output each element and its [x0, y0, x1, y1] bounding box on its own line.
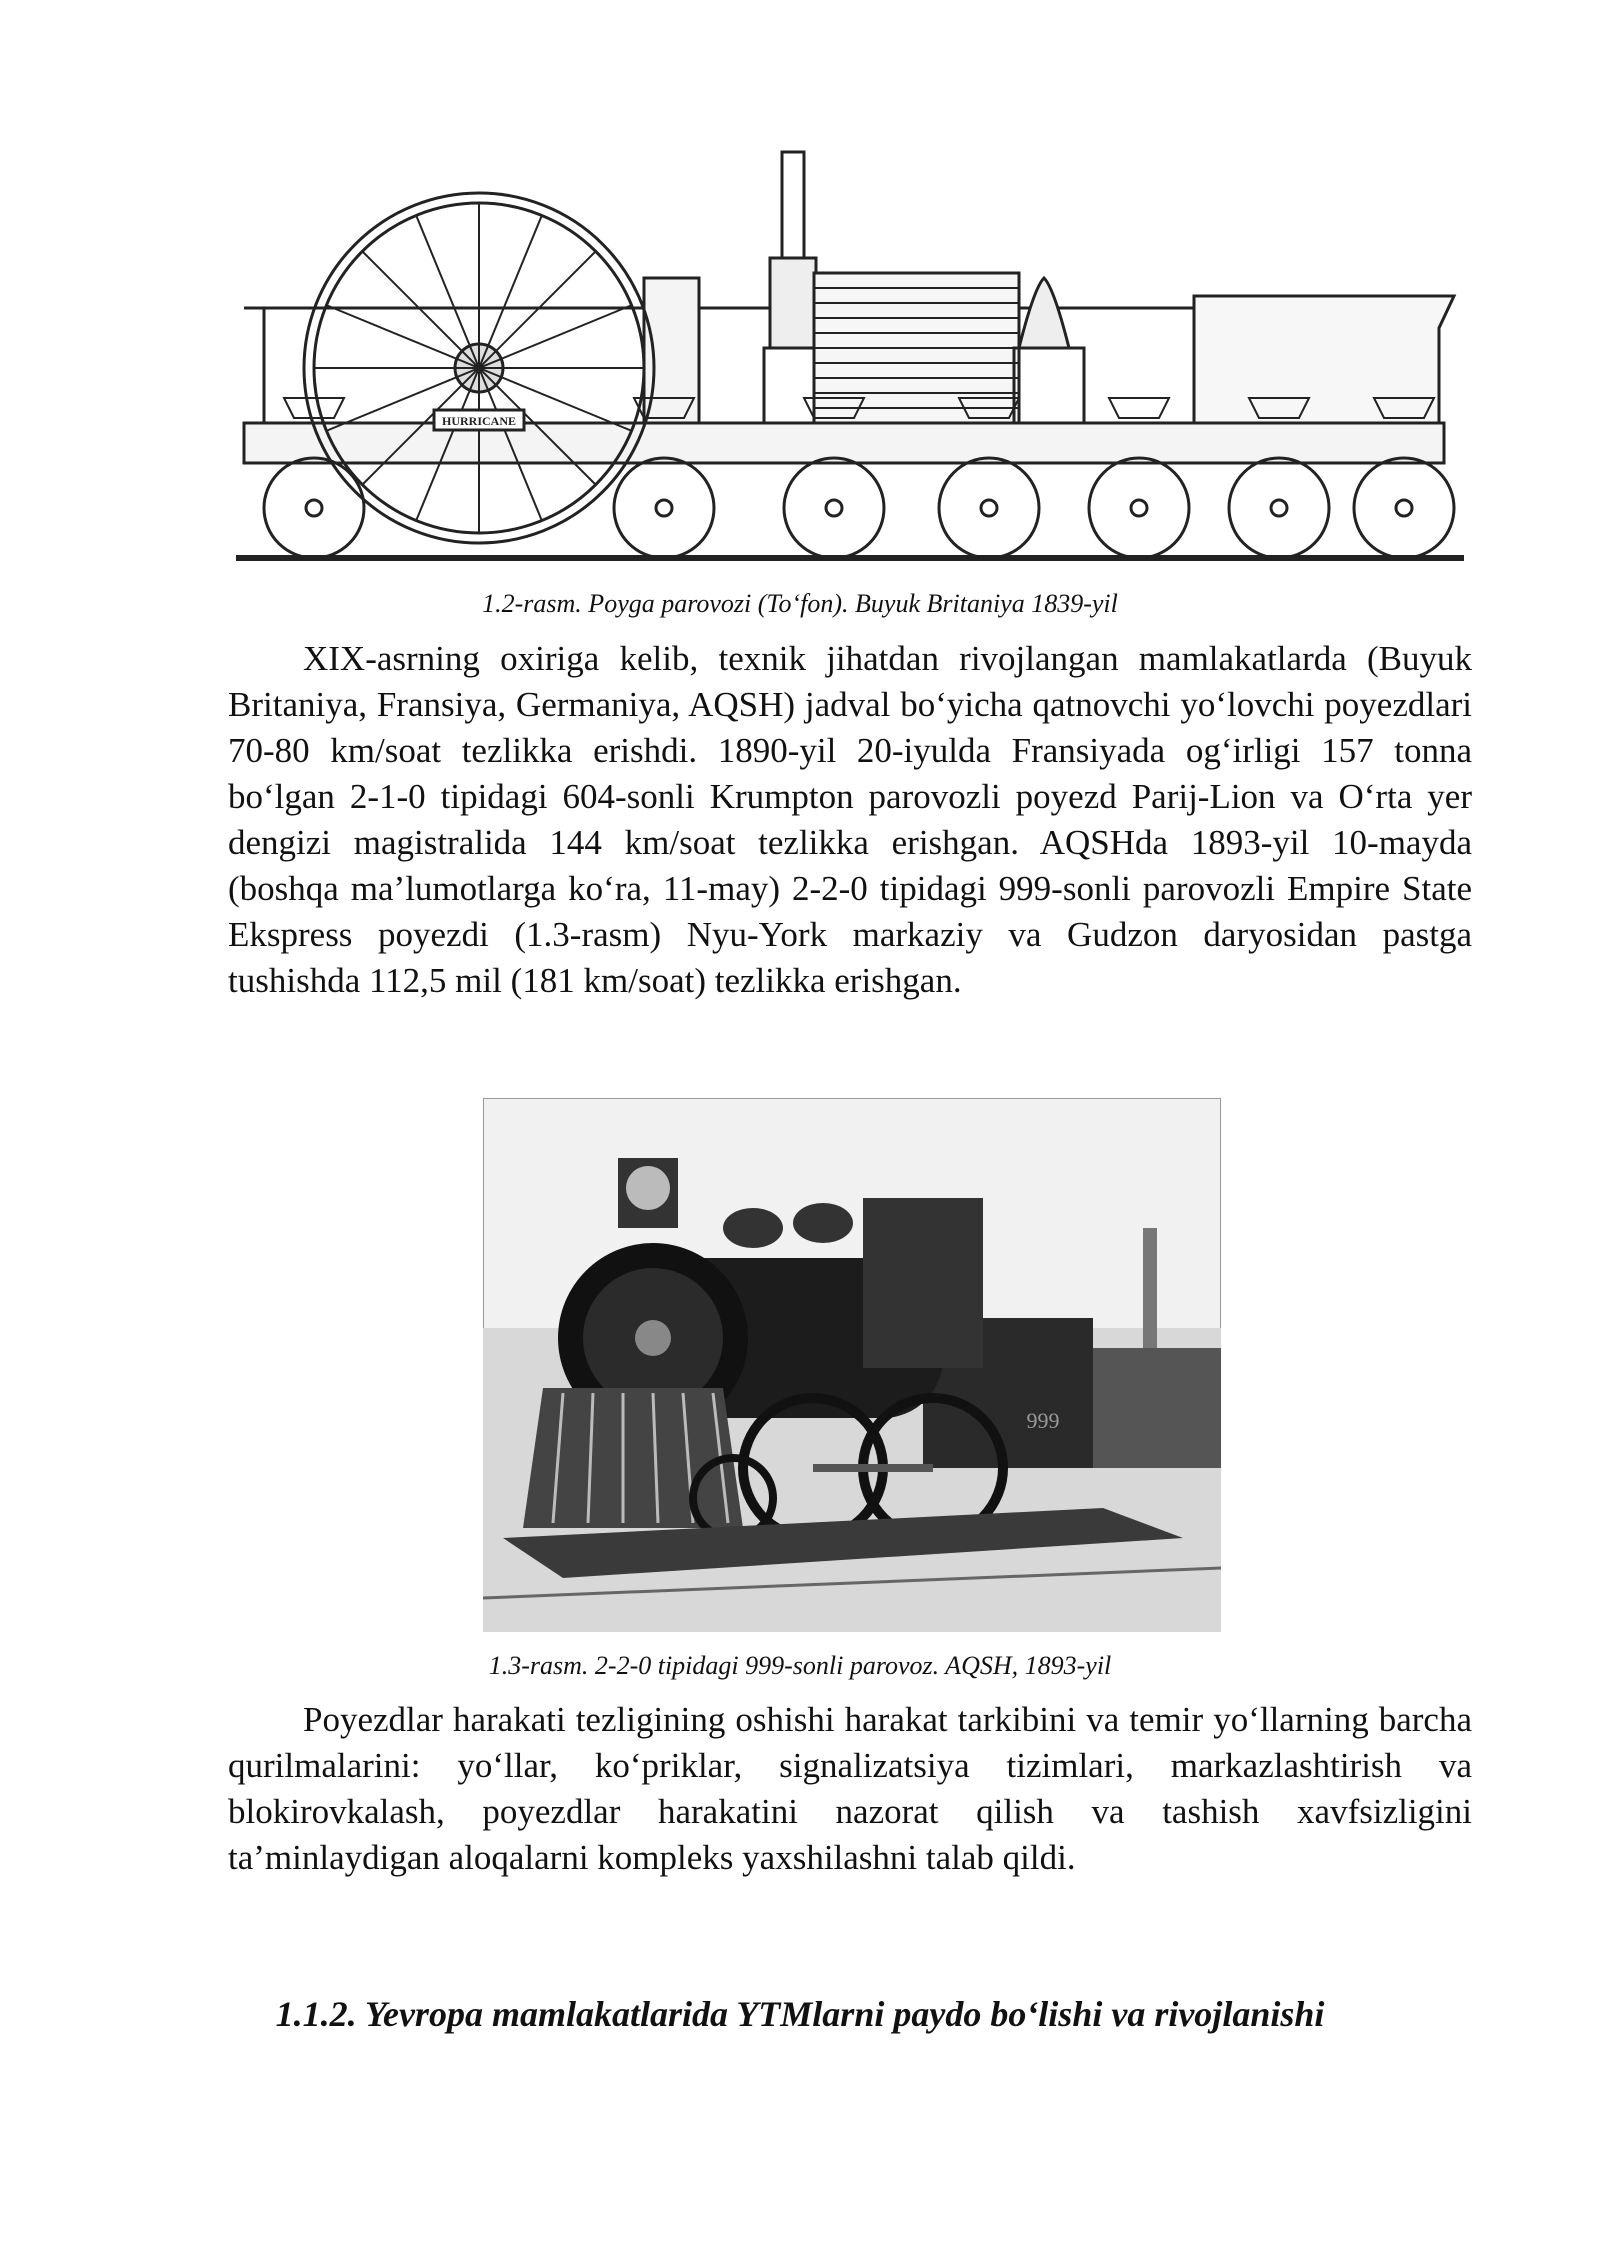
section-heading: 1.1.2. Yevropa mamlakatlarida YTMlarni paydo bo‘lishi va rivojlanishi — [275, 1994, 1325, 2034]
paragraph-2 — [228, 1697, 1472, 1881]
figure-2-caption: 1.3-rasm. 2-2-0 tipidagi 999-sonli parovoz. AQSH, 1893-yil — [488, 1651, 1112, 1680]
locomotive-1839-drawing — [234, 148, 1466, 572]
nameplate-text: HURRICANE — [441, 414, 517, 428]
figure-1-caption: 1.2-rasm. Poyga parovozi (To‘fon). Buyuk Britaniya 1839-yil — [482, 589, 1118, 618]
paragraph-2-text: Poyezdlar harakati tezligining oshishi harakat tarkibini va temir yo‘llarning barcha qurilmalarini: yo‘llar, ko‘priklar, signalizatsiya tizimlari, markazlashtirish va blokirovkalash, poyezdlar harakatini nazorat qilish va tashish xavfsizligini ta’minlaydigan aloqalarni kompleks yaxshilashni talab qildi. — [228, 1700, 1472, 1877]
locomotive-999-photo — [483, 1098, 1221, 1632]
paragraph-1-text: XIX-asrning oxiriga kelib, texnik jihatdan rivojlangan mamlakatlarda (Buyuk Britaniya, Fransiya, Germaniya, AQSH) jadval bo‘yicha qatnovchi yo‘lovchi poyezdlari 70-80 km/soat tezlikka erishdi. 1890-yil 20-iyulda Fransiyada og‘irligi 157 tonna bo‘lgan 2-1-0 tipidagi 604-sonli Krumpton parovozli poyezd Parij-Lion va O‘rta yer dengizi magistralida 144 km/soat tezlikka erishgan. AQSHda 1893-yil 10-mayda (boshqa ma’lumotlarga ko‘ra, 11-may) 2-2-0 tipidagi 999-sonli parovozli Empire State Ekspress poyezdi (1.3-rasm) Nyu-York markaziy va Gudzon daryosidan pastga tushishda 112,5 mil (181 km/soat) tezlikka erishgan. — [228, 639, 1472, 1000]
engine-number: 999 — [1026, 1408, 1060, 1433]
paragraph-1 — [228, 636, 1472, 1004]
